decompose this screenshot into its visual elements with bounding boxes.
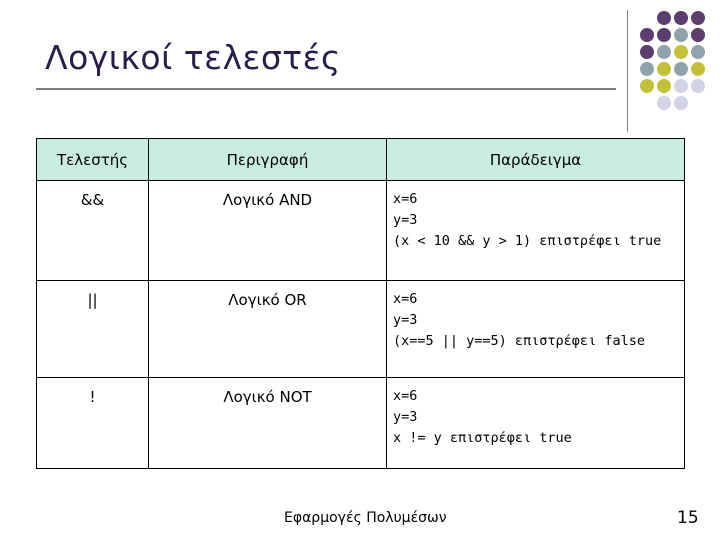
page-number: 15	[677, 508, 699, 528]
example-cell: x=6 y=3 (x < 10 && y > 1) επιστρέφει true	[387, 181, 685, 281]
decorative-dot	[657, 11, 671, 25]
decorative-dot	[674, 28, 688, 42]
decorative-dot	[657, 96, 671, 110]
operators-table	[36, 138, 685, 469]
description-cell: Λογικό AND	[149, 181, 387, 281]
header-description: Περιγραφή	[149, 139, 387, 181]
operator-cell: !	[37, 378, 149, 469]
decorative-dot	[640, 79, 654, 93]
decorative-dot	[691, 11, 705, 25]
header-operator: Τελεστής	[37, 139, 149, 181]
decorative-dot	[640, 28, 654, 42]
decorative-dot	[674, 45, 688, 59]
example-cell: x=6 y=3 (x==5 || y==5) επιστρέφει false	[387, 281, 685, 378]
decorative-dot	[657, 79, 671, 93]
example-cell: x=6 y=3 x != y επιστρέφει true	[387, 378, 685, 469]
decorative-dot	[657, 28, 671, 42]
operator-cell: ||	[37, 281, 149, 378]
decorative-dot	[691, 62, 705, 76]
decorative-dot	[691, 45, 705, 59]
decorative-dot	[640, 62, 654, 76]
title-underline	[36, 88, 616, 90]
decorative-dot	[674, 96, 688, 110]
description-cell: Λογικό NOT	[149, 378, 387, 469]
table-row	[37, 378, 685, 469]
decorative-dot	[691, 28, 705, 42]
operator-cell: &&	[37, 181, 149, 281]
table-header-row	[37, 139, 685, 181]
decorative-dot	[657, 62, 671, 76]
footer-text: Εφαρμογές Πολυμέσων	[284, 510, 447, 526]
slide-title: Λογικοί τελεστές	[45, 38, 341, 77]
decorative-dot	[674, 79, 688, 93]
table-row	[37, 181, 685, 281]
decorative-dot	[674, 62, 688, 76]
description-cell: Λογικό OR	[149, 281, 387, 378]
table-row	[37, 281, 685, 378]
header-example: Παράδειγμα	[387, 139, 685, 181]
decorative-dot	[674, 11, 688, 25]
decorative-dot	[657, 45, 671, 59]
vertical-divider	[627, 10, 628, 132]
decorative-dot	[640, 45, 654, 59]
decorative-dot	[691, 79, 705, 93]
